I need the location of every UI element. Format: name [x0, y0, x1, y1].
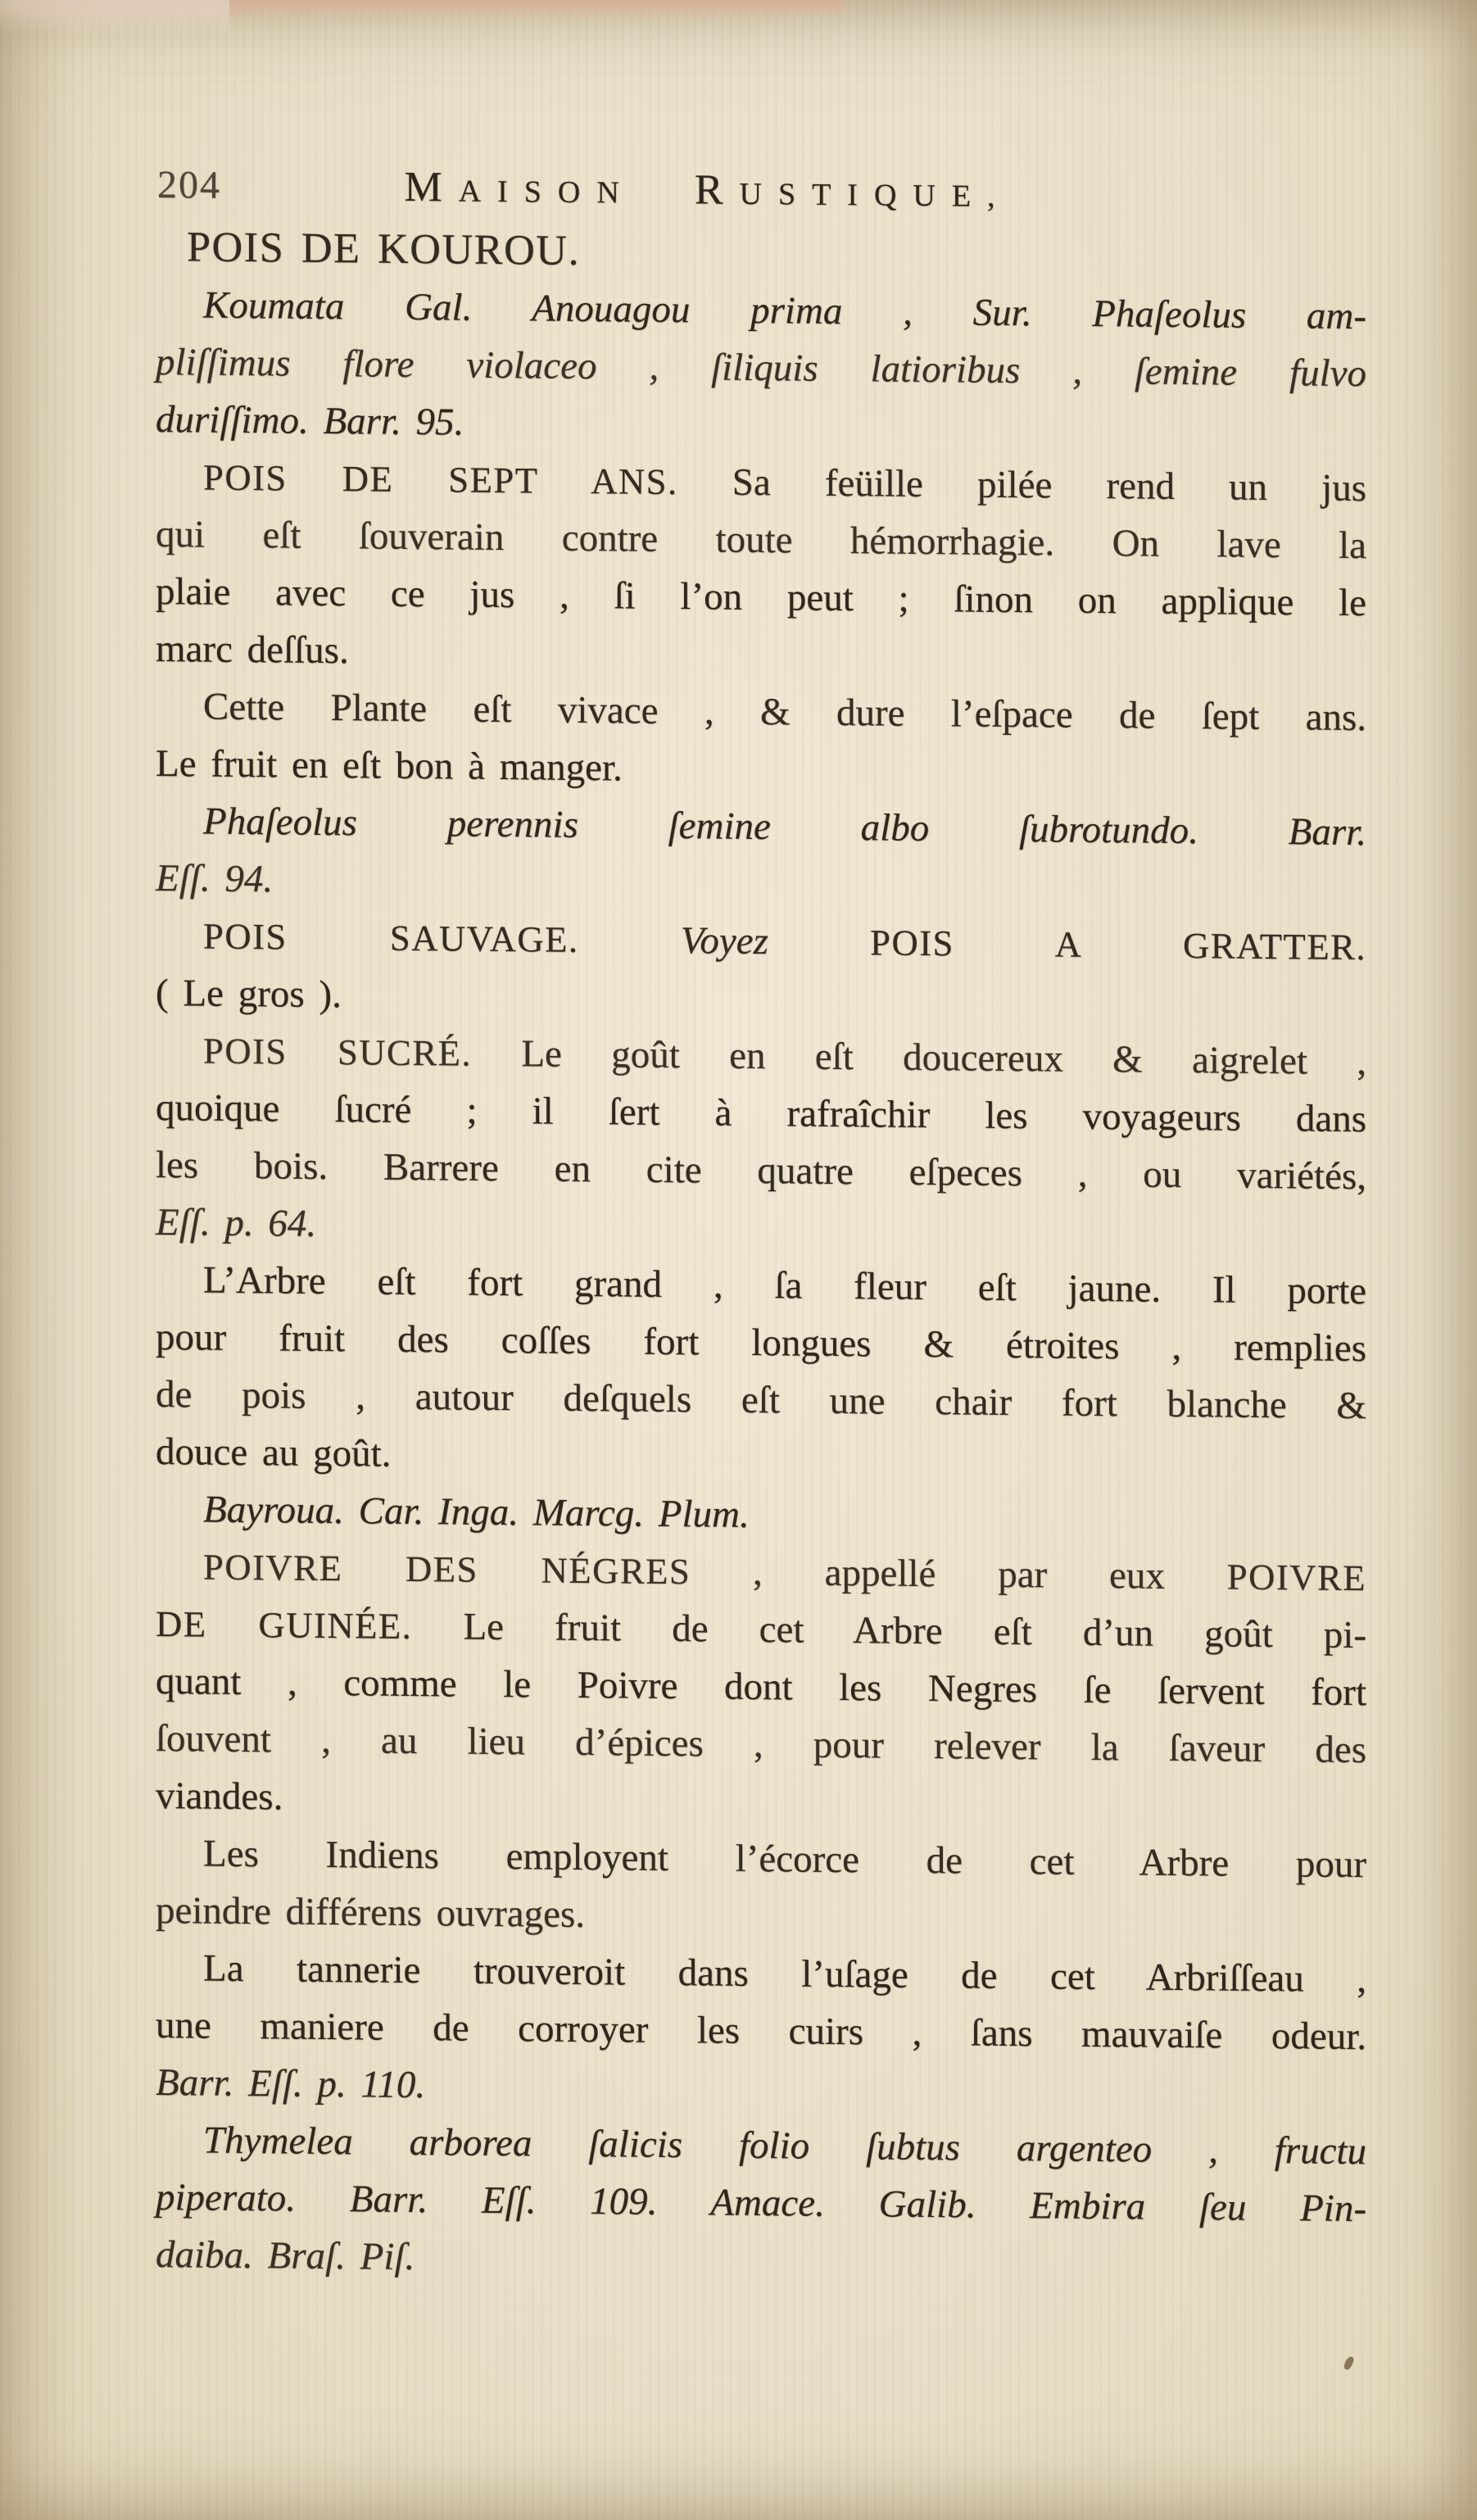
text-segment: L’Arbre eſt fort grand , ſa fleur eſt jaune. Il porte [203, 1258, 1366, 1313]
text-segment: de pois , autour deſquels eſt une chair fort blanche & [156, 1373, 1366, 1428]
text-line [156, 1710, 1366, 1779]
text-line [156, 1595, 1366, 1664]
text-segment: Sa feüille pilée rend un jus [677, 460, 1366, 510]
text-segment [768, 920, 870, 963]
text-segment: POIS A GRATTER. [870, 922, 1367, 968]
text-segment: plaie avec ce jus , ſi l’on peut ; ſinon on applique le [156, 570, 1366, 625]
text-segment: Phaſeolus perennis ſemine albo ſubrotundo. Barr. [203, 800, 1366, 854]
text-segment: , appellé par eux [691, 1550, 1227, 1598]
page-number: 204 [157, 163, 221, 207]
text-segment: marc deſſus. [156, 628, 349, 673]
text-line [156, 333, 1366, 402]
text-line [156, 1366, 1366, 1434]
text-segment: POIS DE SEPT ANS. [203, 456, 678, 503]
text-segment: AISON [458, 174, 636, 211]
text-segment: POIS SAUVAGE. [203, 915, 579, 960]
text-segment: ( Le gros ). [156, 972, 342, 1017]
text-segment: quant , comme le Poivre dont les Negres ſe ſervent fort [156, 1660, 1366, 1715]
text-segment: douce au goût. [156, 1430, 392, 1475]
entry-heading-pois-sauvage [156, 907, 1366, 976]
text-line [156, 1194, 1366, 1262]
text-segment: M [404, 163, 459, 211]
text-line [156, 678, 1366, 746]
text-segment: Bayroua. Car. Inga. Marcg. Plum. [203, 1488, 750, 1536]
text-segment: qui eſt ſouverain contre toute hémorrhagie. On lave la [156, 513, 1366, 568]
text-segment: DE GUINÉE. [156, 1603, 413, 1648]
text-line [156, 2054, 1366, 2123]
text-segment: USTIQUE, [739, 176, 1012, 215]
text-segment: pliſſimus flore violaceo , ſiliquis latioribus , ſemine fulvo [156, 341, 1366, 396]
text-line [156, 1882, 1366, 1951]
text-segment: Voyez [680, 919, 768, 963]
text-segment: viandes. [156, 1774, 283, 1819]
text-segment: Cette Plante eſt vivace , & dure l’eſpace de ſept ans. [203, 685, 1366, 740]
page-corner-highlight [0, 0, 229, 36]
page-top-edge [0, 0, 844, 21]
text-segment: peindre différens ouvrages. [156, 1889, 586, 1937]
text-segment: POIS SUCRÉ. [203, 1030, 473, 1074]
entry-heading-pois-de-kourou [156, 216, 1366, 288]
text-segment: Le goût en eſt doucereux & aigrelet , [472, 1031, 1366, 1084]
text-segment: quoique ſucré ; il ſert à rafraîchir les voyageurs dans [156, 1086, 1366, 1141]
text-segment: Le fruit en eſt bon à manger. [156, 742, 623, 790]
text-segment: Les Indiens employent l’écorce de cet Arbre pour [203, 1832, 1366, 1887]
page-content [156, 156, 1366, 2295]
text-segment: Barr. Eſſ. p. 110. [156, 2061, 426, 2107]
text-segment [579, 918, 681, 962]
text-segment: daiba. Braſ. Piſ. [156, 2233, 415, 2279]
entry-heading-pois-sucre [156, 1022, 1366, 1090]
text-segment: Thymelea arborea ſalicis folio ſubtus argenteo , fructu [203, 2119, 1366, 2173]
text-segment: Eſſ. p. 64. [156, 1201, 317, 1245]
text-segment: POIVRE [1226, 1556, 1366, 1599]
text-segment: ſouvent , au lieu d’épices , pour relever la ſaveur des [156, 1717, 1366, 1772]
text-segment: POIVRE DES NÉGRES [203, 1546, 691, 1593]
text-segment: R [694, 166, 740, 214]
text-block [156, 216, 1366, 2295]
text-line [156, 505, 1366, 574]
text-line [156, 2226, 1366, 2295]
text-segment: POIS DE KOUROU. [187, 223, 581, 274]
text-segment: pour fruit des coſſes fort longues & étroites , remplies [156, 1316, 1366, 1371]
text-segment: piperato. Barr. Eſſ. 109. Amace. Galib. Embira ſeu Pin- [156, 2176, 1366, 2231]
page-header [156, 156, 1366, 226]
text-segment: une maniere de corroyer les cuirs , ſans mauvaiſe odeur. [156, 2004, 1366, 2059]
text-segment [636, 193, 695, 207]
text-segment: duriſſimo. Barr. 95. [156, 398, 464, 444]
text-segment: les bois. Barrere en cite quatre eſpeces , ou variétés, [156, 1144, 1366, 1199]
text-segment: Le fruit de cet Arbre eſt d’un goût pi- [412, 1605, 1366, 1657]
text-segment: Eſſ. 94. [156, 857, 274, 901]
text-segment: Koumata Gal. Anouagou prima , Sur. Phaſeolus am- [203, 283, 1366, 338]
ink-speck [1343, 2355, 1355, 2371]
text-segment: La tannerie trouveroit dans l’uſage de cet Arbriſſeau , [203, 1947, 1366, 2001]
